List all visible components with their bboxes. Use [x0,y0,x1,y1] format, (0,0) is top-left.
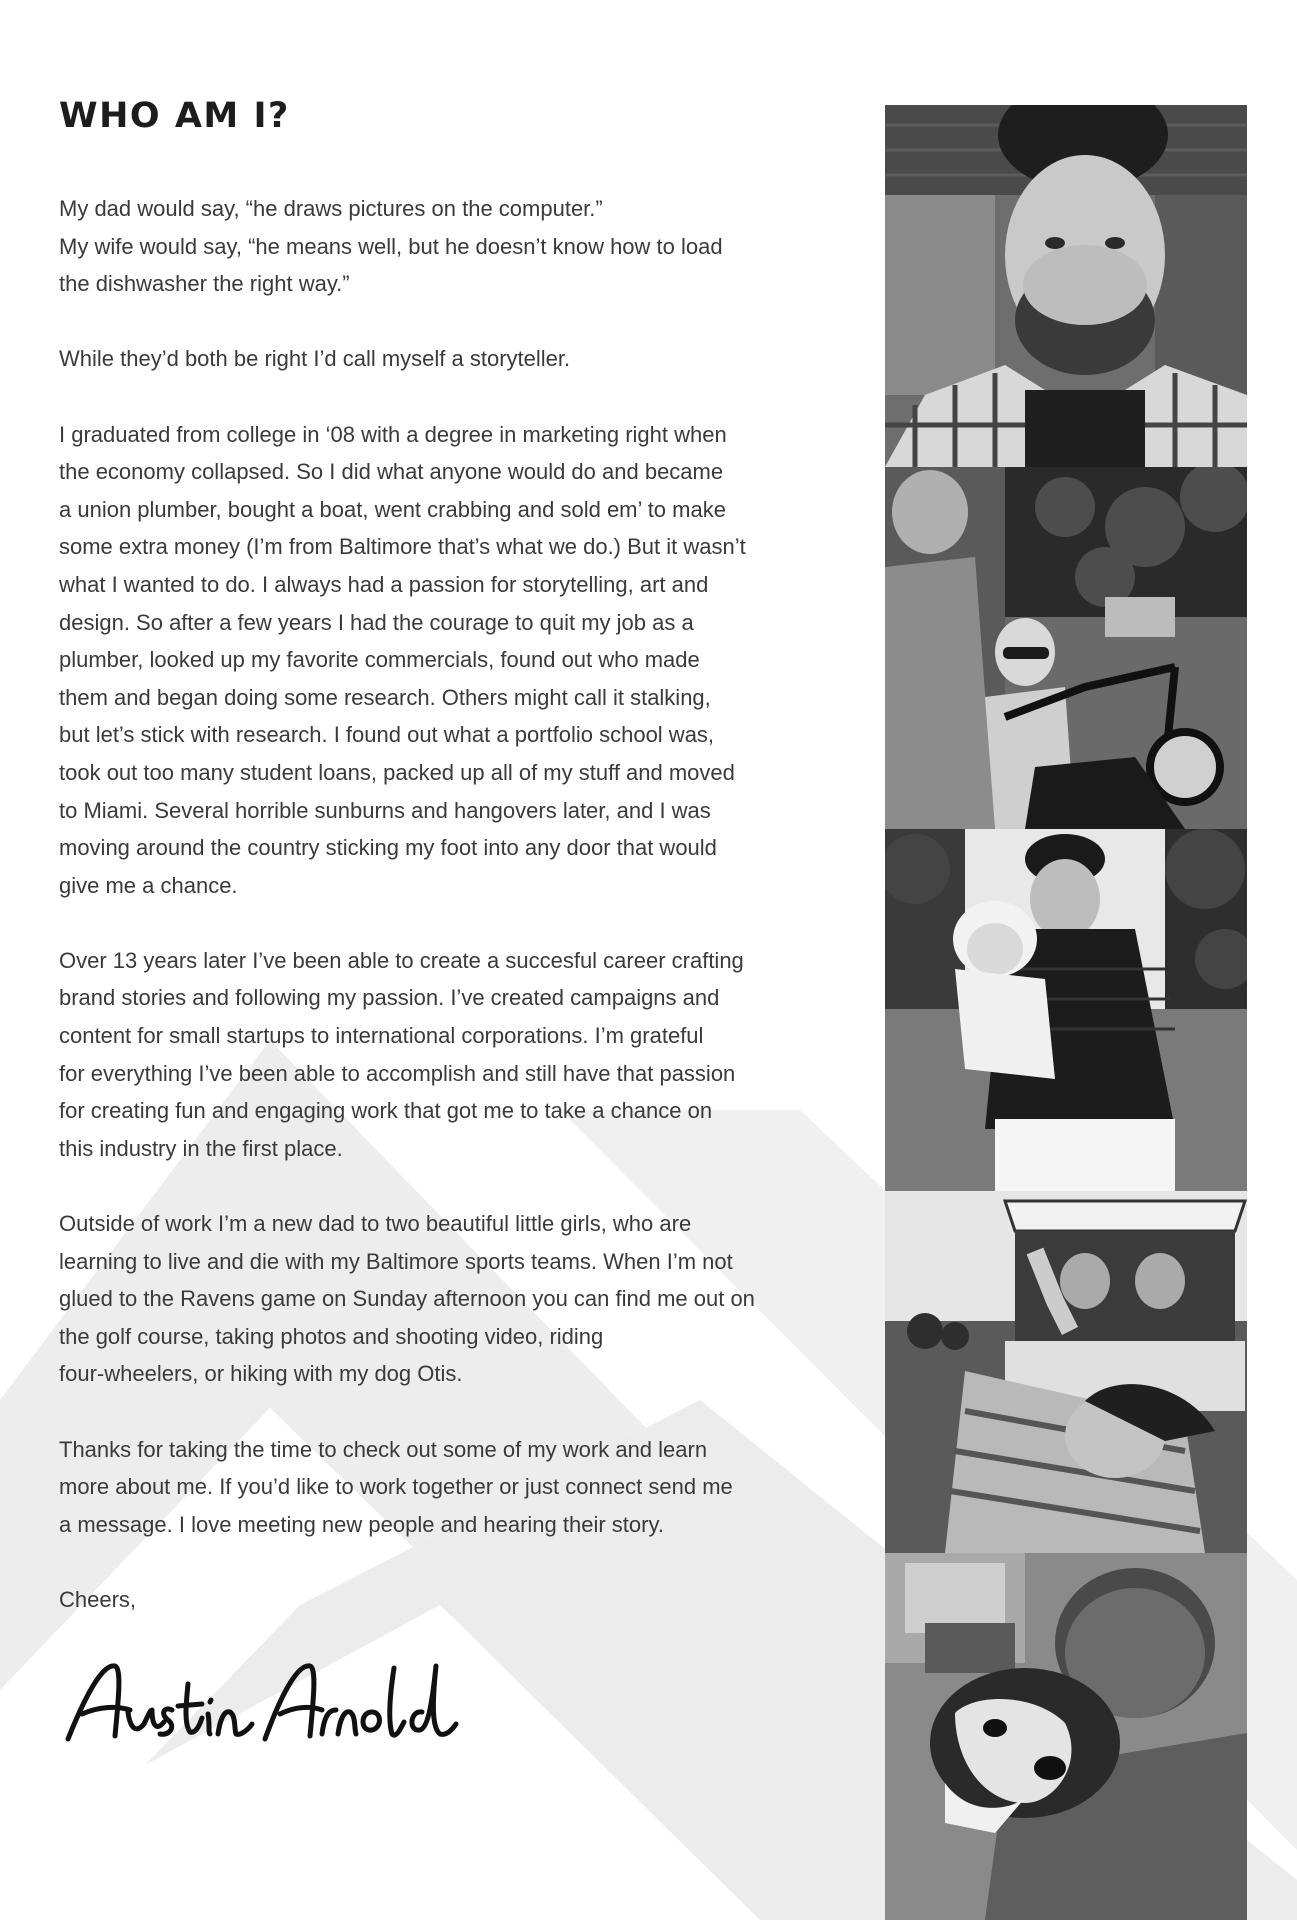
bio-line: for everything I’ve been able to accomplish and still have that passion [59,1060,736,1086]
photo-man-holding-baby [885,829,1247,1191]
bio-paragraph [59,340,859,378]
bio-line: some extra money (I’m from Baltimore that’s what we do.) But it wasn’t [59,534,746,560]
man-hugging-dog-photo-icon [885,1553,1247,1920]
bio-line: this industry in the first place. [59,1135,343,1161]
bio-line: Cheers, [59,1586,137,1612]
bio-line: My dad would say, “he draws pictures on the computer.” [59,196,603,221]
bio-line: to Miami. Several horrible sunburns and hangovers later, and I was [59,797,711,823]
bio-line: more about me. If you’d like to work together or just connect send me [59,1474,733,1500]
bio-line: them and began doing some research. Others might call it stalking, [59,684,711,710]
bio-line: learning to live and die with my Baltimore sports teams. When I’m not [59,1248,733,1274]
father-child-motorcycle-photo-icon [885,467,1247,829]
bio-paragraph [59,1431,859,1544]
man-holding-baby-photo-icon [885,829,1247,1191]
bio-text [59,190,859,1619]
bio-line: While they’d both be right I’d call myself a storyteller. [59,346,571,372]
bio-line: a union plumber, bought a boat, went crabbing and sold em’ to make [59,496,726,522]
bio-line: the economy collapsed. So I did what anyone would do and became [59,459,724,485]
bio-line: brand stories and following my passion. I’ve created campaigns and [59,985,720,1011]
bio-line: took out too many student loans, packed up all of my stuff and moved [59,759,735,785]
main-content [59,96,859,1656]
bio-line: four-wheelers, or hiking with my dog Otis. [59,1361,463,1387]
bio-line: Over 13 years later I’ve been able to create a succesful career crafting [59,947,744,973]
bio-paragraph [59,416,859,905]
bio-line: for creating fun and engaging work that got me to take a chance on [59,1098,713,1124]
bio-line: but let’s stick with research. I found out what a portfolio school was, [59,722,715,748]
bio-paragraph [59,1205,859,1393]
bio-line: give me a chance. [59,872,238,898]
photo-man-hugging-dog [885,1553,1247,1920]
photo-golf-cart-selfie [885,1191,1247,1553]
portrait-photo-icon [885,105,1247,467]
bio-line: the golf course, taking photos and shooting video, riding [59,1323,604,1349]
bio-paragraph [59,1581,859,1619]
photo-strip [885,105,1247,1920]
bio-line: design. So after a few years I had the courage to quit my job as a [59,609,694,635]
bio-line: what I wanted to do. I always had a passion for storytelling, art and [59,571,709,597]
bio-line: Outside of work I’m a new dad to two beautiful little girls, who are [59,1211,692,1237]
bio-line: content for small startups to international corporations. I’m grateful [59,1023,704,1049]
photo-father-child-motorcycle [885,467,1247,829]
photo-portrait [885,105,1247,467]
bio-line: plumber, looked up my favorite commercials, found out who made [59,647,700,673]
bio-line: I graduated from college in ‘08 with a degree in marketing right when [59,421,727,447]
page-title: WHO AM I? [59,96,290,136]
bio-line: glued to the Ravens game on Sunday afternoon you can find me out on [59,1286,755,1312]
bio-line: a message. I love meeting new people and hearing their story. [59,1511,664,1537]
bio-paragraph [59,942,859,1168]
bio-line: moving around the country sticking my foot into any door that would [59,835,717,861]
bio-line: My wife would say, “he means well, but he doesn’t know how to load [59,233,723,259]
signature [60,1644,460,1754]
golf-cart-selfie-photo-icon [885,1191,1247,1553]
bio-line: Thanks for taking the time to check out some of my work and learn [59,1436,708,1462]
bio-line: the dishwasher the right way.” [59,271,350,297]
bio-paragraph [59,190,859,303]
signature-icon [60,1644,460,1754]
